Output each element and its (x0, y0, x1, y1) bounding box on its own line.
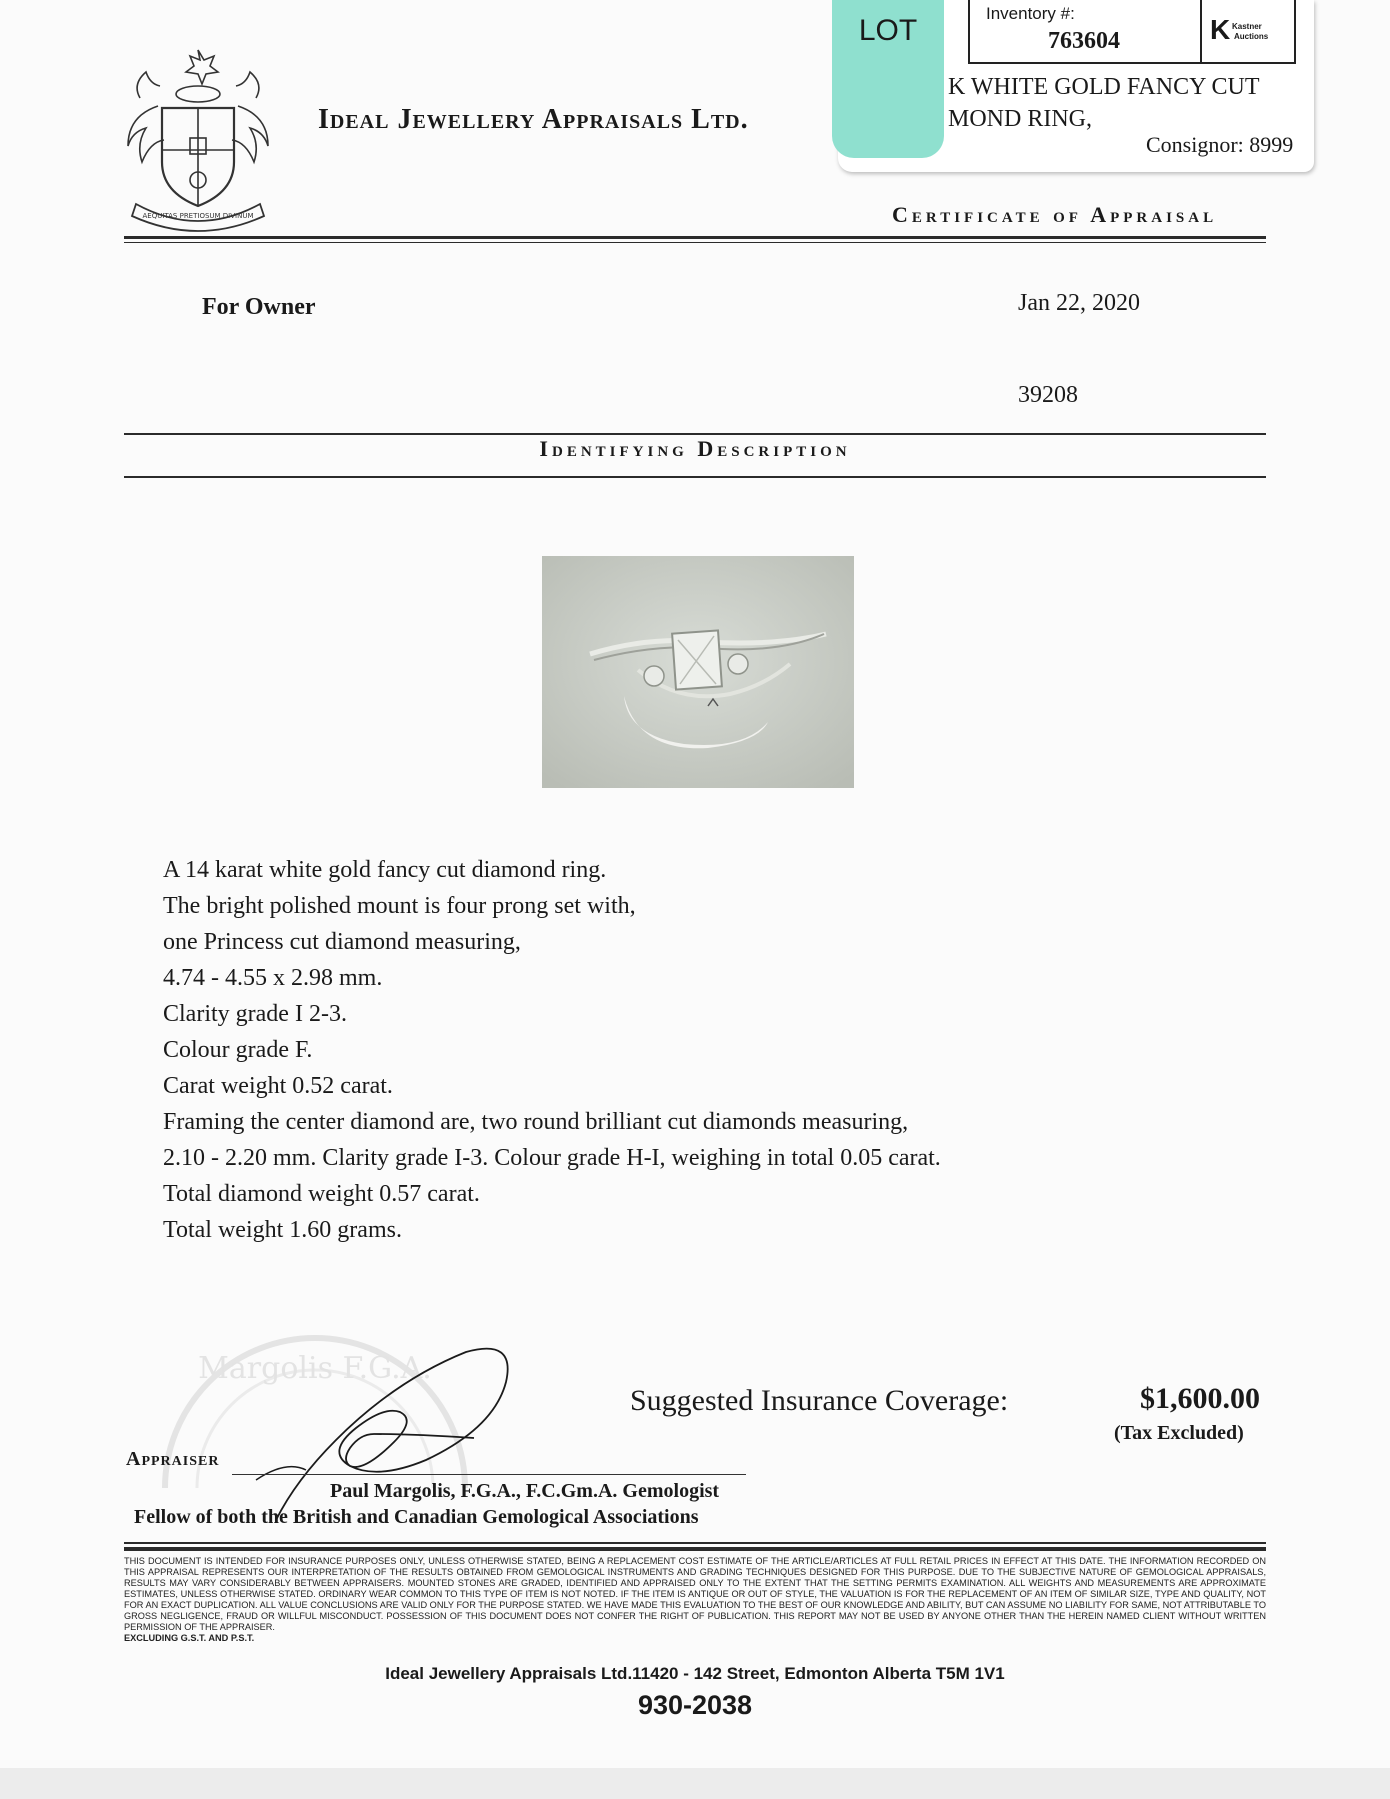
insurance-coverage-label: Suggested Insurance Coverage: (630, 1384, 1009, 1417)
company-name: Ideal Jewellery Appraisals Ltd. (318, 104, 749, 135)
footer-rule-thick (124, 1547, 1266, 1551)
kastner-auctions-logo: K Kastner Auctions (1210, 14, 1269, 45)
company-address: Ideal Jewellery Appraisals Ltd.11420 - 142 Street, Edmonton Alberta T5M 1V1 (385, 1664, 1005, 1683)
section-rule-bottom (124, 476, 1266, 478)
identifying-description (163, 852, 941, 1248)
tax-note: (Tax Excluded) (1114, 1422, 1244, 1444)
description-line: Total diamond weight 0.57 carat. (163, 1181, 480, 1207)
description-line: A 14 karat white gold fancy cut diamond ring. (163, 857, 607, 883)
certificate-title: Certificate of Appraisal (892, 202, 1218, 227)
description-line: 4.74 - 4.55 x 2.98 mm. (163, 965, 383, 991)
scan-bottom-edge (0, 1768, 1390, 1799)
inventory-number: 763604 (1048, 28, 1120, 54)
ring-photo (542, 556, 854, 788)
coat-of-arms-logo (118, 46, 278, 236)
description-line: Framing the center diamond are, two round brilliant cut diamonds measuring, (163, 1109, 909, 1135)
header-rule-thin (124, 242, 1266, 243)
seal-text: Margolis F.G.A. (198, 1351, 432, 1386)
legal-disclaimer (124, 1556, 1266, 1644)
inventory-box (968, 0, 1296, 64)
reference-number: 39208 (1018, 382, 1078, 408)
description-line: Clarity grade I 2-3. (163, 1001, 347, 1027)
description-line: Colour grade F. (163, 1037, 313, 1063)
tax-exclusion-line: EXCLUDING G.S.T. AND P.S.T. (124, 1633, 255, 1643)
consignor-number: Consignor: 8999 (1146, 132, 1294, 157)
appraisal-date: Jan 22, 2020 (1018, 290, 1140, 316)
description-line: Carat weight 0.52 carat. (163, 1073, 393, 1099)
footer-rule-thin (124, 1542, 1266, 1544)
lot-label: LOT (858, 14, 918, 47)
insurance-coverage-amount: $1,600.00 (1140, 1382, 1260, 1415)
disclaimer-text: THIS DOCUMENT IS INTENDED FOR INSURANCE PURPOSES ONLY, UNLESS OTHERWISE STATED, BEING A REPLACEMENT COST ESTIMATE OF THE ARTICLE/ARTICLES AT FULL RETAIL PRICES IN EFFECT AT THIS DATE. THE INFORMATION RECORDED ON THIS APPRAISAL REPRESENTS OUR INTERPRETATION OF THE RESULTS OBTAINED FROM GEMOLOGICAL INSTRUMENTS AND GRADING TECHNIQUES DESIGNED FOR THIS PURPOSE. DUE TO THE SUBJECTIVE NATURE OF GEMOLOGICAL APPRAISALS, RESULTS MAY VARY CONSIDERABLY BETWEEN APPRAISERS. MOUNTED STONES ARE GRADED, IDENTIFIED AND APPRAISED ONLY TO THE EXTENT THAT THE SETTING PERMITS EXAMINATION. ALL WEIGHTS AND MEASUREMENTS ARE APPROXIMATE ESTIMATES, UNLESS OTHERWISE STATED. ORDINARY WEAR COMMON TO THIS TYPE OF ITEM IS NOT NOTED. IF THE ITEM IS ANTIQUE OR OUT OF STYLE, THE VALUATION IS FOR THE REPLACEMENT OF AN ITEM OF SIMILAR SIZE, TYPE AND QUALITY, NOT FOR AN EXACT DUPLICATION. ALL VALUE CONCLUSIONS ARE VALID ONLY FOR THE PURPOSE STATED. WE HAVE MADE THIS EVALUATION TO THE BEST OF OUR KNOWLEDGE AND ABILITY, BUT CAN ASSUME NO LIABILITY FOR SAME, NOT ATTRIBUTABLE TO GROSS NEGLIGENCE, FRAUD OR WILLFUL MISCONDUCT. POSSESSION OF THIS DOCUMENT DOES NOT CONFER THE RIGHT OF PUBLICATION. THIS REPORT MAY NOT BE USED BY ANYONE OTHER THAN THE HEREIN NAMED CLIENT WITHOUT WRITTEN PERMISSION OF THE APPRAISER. (124, 1556, 1266, 1632)
section-title: Identifying Description (539, 436, 851, 461)
description-line: 2.10 - 2.20 mm. Clarity grade I-3. Colour grade H-I, weighing in total 0.05 carat. (163, 1145, 941, 1171)
appraiser-name: Paul Margolis, F.G.A., F.C.Gm.A. Gemologist (330, 1480, 720, 1502)
inventory-label: Inventory #: (986, 4, 1075, 23)
description-line: Total weight 1.60 grams. (163, 1217, 402, 1243)
description-line: The bright polished mount is four prong set with, (163, 893, 636, 919)
company-phone: 930-2038 (637, 1690, 753, 1720)
logo-text-1: Kastner (1232, 22, 1262, 31)
appraiser-label: Appraiser (126, 1448, 220, 1470)
appraiser-credentials: Fellow of both the British and Canadian Gemological Associations (134, 1506, 699, 1528)
tag-item-line-1: K WHITE GOLD FANCY CUT (948, 74, 1260, 100)
logo-text-2: Auctions (1234, 32, 1269, 41)
crest-motto: AEQUITAS PRETIOSUM DIVINUM (142, 212, 254, 220)
section-rule-top (124, 433, 1266, 435)
description-line: one Princess cut diamond measuring, (163, 929, 521, 955)
for-owner-label: For Owner (202, 294, 316, 320)
tag-item-line-2: MOND RING, (948, 106, 1092, 132)
header-rule-thick (124, 236, 1266, 239)
signature-line (232, 1474, 746, 1475)
lot-sticker (832, 0, 944, 158)
